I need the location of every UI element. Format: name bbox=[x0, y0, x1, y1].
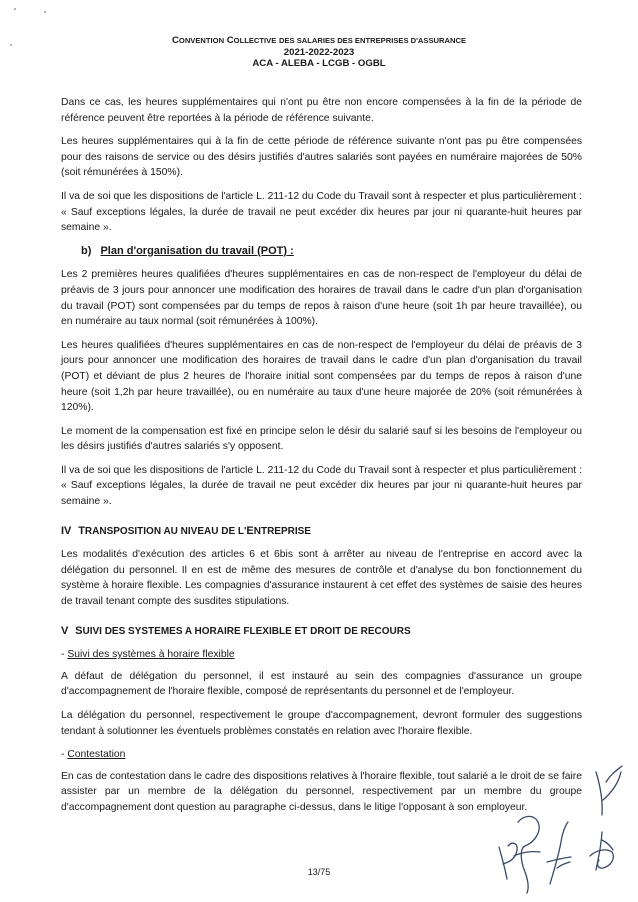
section-number: V bbox=[61, 624, 69, 637]
subheading-letter: b) bbox=[81, 244, 92, 257]
page-number: 13/75 bbox=[307, 867, 331, 877]
subheading-title: Plan d'organisation du travail (POT) : bbox=[100, 244, 294, 257]
subheading-plan-organisation bbox=[81, 244, 582, 260]
paragraph-3: Il va de soi que les dispositions de l'article L. 211-12 du Code du Travail sont à respecter et plus particulièrement : « Sauf exceptions légales, la durée de travail ne peut excéder dix heures par jour ni quarante-huit heures par semaine ». bbox=[61, 190, 582, 234]
paragraph-7: Il va de soi que les dispositions de l'article L. 211-12 du Code du Travail sont à respecter et plus particulièrement : « Sauf exceptions légales, la durée de travail ne peut excéder dix heures par jour ni quarante-huit heures par semaine ». bbox=[61, 464, 582, 508]
document-header bbox=[0, 35, 638, 70]
initial-mark-3 bbox=[514, 816, 540, 893]
section-v-heading: V SUIVI DES SYSTEMES A HORAIRE FLEXIBLE ET DROIT DE RECOURS bbox=[61, 624, 411, 637]
document-body bbox=[61, 95, 582, 824]
initial-mark-1 bbox=[596, 766, 622, 815]
header-line-3: ACA - ALEBA - LCGB - OGBL bbox=[252, 58, 386, 69]
scan-speck bbox=[14, 8, 16, 10]
paragraph-11: En cas de contestation dans le cadre des dispositions relatives à l'horaire flexible, tout salarié a le droit de se faire assister par un membre de la délégation du personnel, respectivement par un membre du groupe d'accompagnement dont question au paragraphe ci-dessus, dans le litige l'opposant à son employeur. bbox=[61, 770, 582, 813]
header-line-1: CONVENTION COLLECTIVE DES SALARIES DES ENTREPRISES D'ASSURANCE bbox=[171, 35, 467, 46]
scan-speck bbox=[44, 11, 46, 13]
paragraph-4: Les 2 premières heures qualifiées d'heures supplémentaires en cas de non-respect de l'employeur du délai de préavis de 3 jours pour annoncer une modification des horaires de travail dans le cadre d'un plan d'organisation du travail (POT) sont compensées par du temps de repos à raison d'une heure (soit 1h par heure travaillée), ou en numéraire au taux normal (soit rémunérées à 100%). bbox=[61, 269, 582, 328]
section-number: IV bbox=[61, 524, 72, 537]
section-iv-heading: IV TRANSPOSITION AU NIVEAU DE L'ENTREPRISE bbox=[61, 524, 311, 537]
subsection-contestation-heading: - Contestation bbox=[61, 749, 126, 761]
paragraph-2: Les heures supplémentaires qui à la fin de cette période de référence suivante n'ont pas pu être compensées pour des raisons de service ou des désirs justifiés d'autres salariés sont payées en numéraire majorées de 50% (soit rémunérées à 150%). bbox=[61, 136, 582, 179]
paragraph-9: A défaut de délégation du personnel, il est instauré au sein des compagnies d'assurance un groupe d'accompagnement de l'horaire flexible, composé de représentants du personnel et de l'employeur. bbox=[61, 670, 582, 698]
paragraph-10: La délégation du personnel, respectivement le groupe d'accompagnement, devront formuler des suggestions tendant à solutionner les éventuels problèmes constatés en relation avec l'horaire flexible. bbox=[61, 710, 582, 737]
initial-mark-5 bbox=[590, 832, 613, 870]
paragraph-5: Les heures qualifiées d'heures supplémentaires en cas de non-respect de l'employeur du délai de préavis de 3 jours pour annoncer une modification des horaires de travail dans le cadre d'un plan d'organisation du travail (POT) et déviant de plus 2 heures de l'horaire initial sont compensées par du temps de repos à raison d'une heure (soit 1,2h par heure travaillée), ou en numéraire au taux d'une heure majorée de 20% (soit rémunérées à 120%). bbox=[61, 339, 582, 414]
paragraph-6: Le moment de la compensation est fixé en principe selon le désir du salarié sauf si les besoins de l'employeur ou les désirs justifiés d'autres salariés s'y opposent. bbox=[61, 425, 582, 453]
scan-speck bbox=[10, 44, 12, 46]
paragraph-1: Dans ce cas, les heures supplémentaires qui n'ont pu être non encore compensées à la fin de la période de référence peuvent être reportées à la période de référence suivante. bbox=[61, 97, 582, 124]
subsection-suivi-heading: - Suivi des systèmes à horaire flexible bbox=[61, 649, 235, 661]
paragraph-8: Les modalités d'exécution des articles 6 et 6bis sont à arrêter au niveau de l'entreprise en accord avec la délégation du personnel. Il en est de même des mesures de contrôle et d'analyse du bon fonctionnement du système à horaire flexible. Les compagnies d'assurance instaurent à cet effet des systèmes de saisie des heures de travail tenant compte des susdites stipulations. bbox=[61, 549, 582, 608]
header-line-2: 2021-2022-2023 bbox=[283, 46, 355, 58]
